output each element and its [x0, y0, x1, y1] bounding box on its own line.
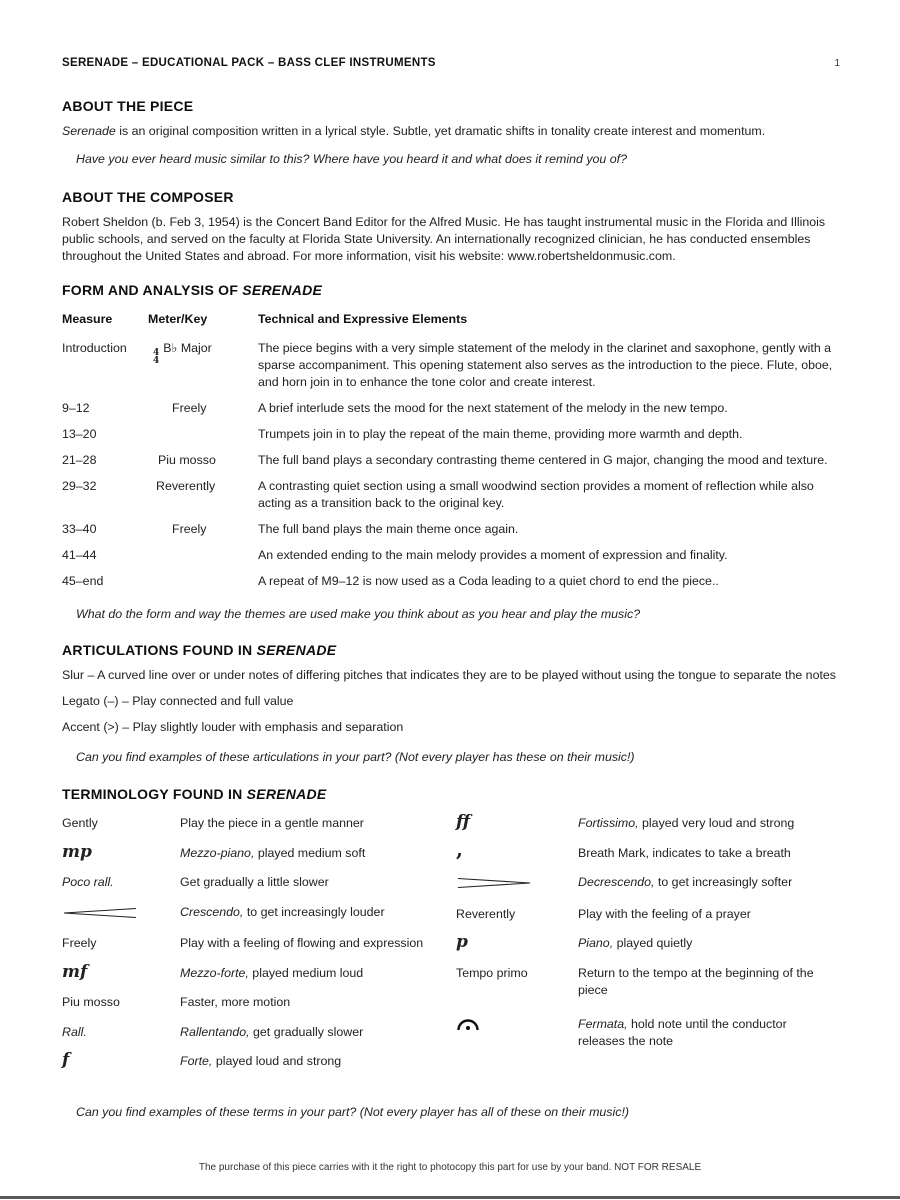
term-label: Poco rall.	[62, 875, 114, 889]
table-cell-meter: Reverently	[156, 479, 216, 493]
table-cell-measure: Introduction	[62, 341, 127, 355]
timesig-top: 4	[153, 348, 160, 358]
column-header-elements: Technical and Expressive Elements	[258, 312, 468, 326]
terminology-left-column	[62, 815, 456, 1083]
term-definition	[578, 935, 692, 952]
term-row	[62, 1050, 456, 1071]
terminology-question: Can you find examples of these terms in your part? (Not every player has all of these on their music!)	[76, 1104, 630, 1119]
term-definition	[180, 874, 329, 891]
term-row	[456, 1016, 840, 1050]
term-def-lead: Fermata,	[578, 1016, 628, 1031]
table-cell-text: The full band plays a secondary contrasting theme centered in G major, changing the mood and texture.	[258, 453, 828, 467]
term-def-lead: Fortissimo,	[578, 816, 639, 830]
heading-about-piece: ABOUT THE PIECE	[62, 98, 194, 114]
table-cell-meter	[148, 426, 258, 443]
term-def-rest: Return to the tempo at the beginning of the piece	[578, 965, 814, 997]
term-definition	[180, 965, 363, 982]
term-label: Piu mosso	[62, 995, 120, 1009]
term-definition	[180, 1024, 363, 1041]
terminology-right-column	[456, 812, 840, 1083]
fermata-icon	[456, 1016, 578, 1037]
term-def-rest: to get increasingly softer	[654, 875, 793, 889]
document-title: SERENADE – EDUCATIONAL PACK – BASS CLEF INSTRUMENTS	[62, 57, 436, 69]
term-row	[62, 841, 456, 863]
term-label: Rall.	[62, 1024, 87, 1039]
term-row	[62, 874, 456, 892]
table-cell-text: Trumpets join in to play the repeat of the main theme, providing more warmth and depth.	[258, 427, 743, 441]
term-definition	[578, 965, 828, 999]
table-cell-meter: Freely	[172, 401, 207, 415]
heading-form-prefix: FORM AND ANALYSIS OF	[62, 282, 243, 298]
piece-title-italic: Serenade	[62, 124, 116, 138]
dynamic-ff-icon: ff	[456, 812, 471, 832]
page-content	[62, 0, 840, 1121]
term-def-lead: Crescendo,	[180, 904, 244, 919]
term-definition	[578, 815, 794, 832]
term-def-lead: Mezzo-piano,	[180, 845, 255, 860]
term-row	[62, 961, 456, 983]
term-row	[62, 815, 456, 833]
heading-about-composer: ABOUT THE COMPOSER	[62, 189, 234, 205]
term-def-rest: Play with a feeling of flowing and expression	[180, 936, 424, 950]
term-def-rest: played medium soft	[254, 845, 366, 860]
about-piece-paragraph	[62, 123, 840, 140]
document-header	[62, 57, 840, 69]
form-analysis-table	[62, 311, 840, 590]
dynamic-f-icon: f	[62, 1050, 70, 1070]
term-label: Reverently	[456, 906, 516, 921]
heading-term-prefix: TERMINOLOGY FOUND IN	[62, 786, 247, 802]
table-cell-measure: 45–end	[62, 574, 104, 588]
table-cell-meter: Freely	[172, 522, 207, 536]
dynamic-mp-icon: mp	[62, 841, 92, 862]
term-definition	[180, 935, 423, 952]
table-cell-text: An extended ending to the main melody provides a moment of expression and finality.	[258, 548, 728, 562]
key-label: B♭ Major	[163, 341, 212, 355]
term-definition	[578, 874, 792, 891]
term-def-lead: Piano,	[578, 936, 614, 950]
term-definition	[578, 845, 791, 862]
articulation-item-legato: Legato (–) – Play connected and full value	[62, 694, 294, 708]
term-def-lead: Forte,	[180, 1054, 213, 1068]
heading-form-italic: SERENADE	[242, 282, 323, 298]
about-piece-text: is an original composition written in a lyrical style. Subtle, yet dramatic shifts in tonality create interest and momentum.	[115, 124, 766, 138]
term-def-rest: hold note until the conductor releases the note	[578, 1016, 787, 1048]
dynamic-mf-icon: mf	[62, 961, 88, 982]
term-definition	[180, 1053, 341, 1070]
term-row	[62, 904, 456, 924]
heading-form-analysis	[62, 282, 840, 298]
term-def-rest: Breath Mark, indicates to take a breath	[578, 845, 791, 860]
term-row	[456, 932, 840, 953]
term-def-rest: played loud and strong	[212, 1054, 342, 1068]
term-definition	[180, 815, 364, 832]
term-row	[456, 874, 840, 894]
table-cell-measure: 33–40	[62, 522, 97, 536]
heading-artic-italic: SERENADE	[256, 642, 337, 658]
table-cell-measure: 21–28	[62, 453, 97, 467]
articulations-question: Can you find examples of these articulations in your part? (Not every player has these on their music!)	[76, 750, 635, 764]
term-def-rest: Play with the feeling of a prayer	[578, 906, 751, 921]
table-cell-measure: 29–32	[62, 479, 97, 493]
dynamic-p-icon: p	[456, 932, 468, 952]
term-row	[62, 935, 456, 953]
table-cell-text: A repeat of M9–12 is now used as a Coda leading to a quiet chord to end the piece..	[258, 574, 719, 588]
table-cell-text: A contrasting quiet section using a small woodwind section provides a moment of reflection while also acting as a transition back to the original key.	[258, 479, 814, 510]
articulation-item-slur: Slur – A curved line over or under notes of differing pitches that indicates they are to be played without using the tongue to separate the notes	[62, 668, 836, 682]
term-def-rest: get gradually slower	[249, 1024, 364, 1039]
term-label: Freely	[62, 936, 97, 950]
term-def-lead: Mezzo-forte,	[180, 965, 249, 980]
term-definition	[180, 904, 385, 921]
term-def-rest: Get gradually a little slower	[180, 875, 329, 889]
term-def-rest: played quietly	[613, 936, 693, 950]
heading-terminology	[62, 786, 840, 802]
timesig-bottom: 4	[153, 355, 160, 366]
form-analysis-question: What do the form and way the themes are used make you think about as you hear and play the music?	[76, 607, 641, 621]
terminology-table	[62, 812, 840, 1083]
about-piece-question: Have you ever heard music similar to this? Where have you heard it and what does it remind you of?	[76, 152, 627, 166]
table-cell-meter	[148, 547, 258, 564]
column-header-measure: Measure	[62, 312, 113, 326]
term-definition	[578, 1016, 828, 1050]
term-row	[62, 994, 456, 1012]
table-cell-meter	[148, 573, 258, 590]
term-definition	[578, 906, 751, 923]
table-cell-text: The full band plays the main theme once again.	[258, 522, 519, 536]
crescendo-hairpin-icon	[62, 904, 180, 924]
term-def-rest: Play the piece in a gentle manner	[180, 816, 364, 830]
about-composer-paragraph: Robert Sheldon (b. Feb 3, 1954) is the Concert Band Editor for the Alfred Music. He has taught instrumental music in the Florida and Illinois public schools, and served on the faculty at Florida State University. An internationally recognized clinician, he has conducted ensembles throughout the United States and abroad. For more information, visit his website: www.robertsheldonmusic.com.	[62, 215, 826, 263]
table-cell-meter	[148, 340, 258, 391]
term-label: Gently	[62, 816, 98, 830]
articulation-item-accent: Accent (>) – Play slightly louder with emphasis and separation	[62, 720, 404, 734]
table-cell-measure: 9–12	[62, 401, 90, 415]
term-def-lead: Decrescendo,	[578, 875, 655, 889]
term-def-rest: played very loud and strong	[638, 816, 795, 830]
heading-term-italic: SERENADE	[246, 786, 327, 802]
table-cell-text: The piece begins with a very simple statement of the melody in the clarinet and saxophone, gently with a sparse accompaniment. This opening statement also serves as the introduction to the piece. Flute, oboe, and horn join in to enhance the tone color and create interest.	[258, 341, 833, 389]
term-row	[62, 1024, 456, 1042]
term-def-rest: Faster, more motion	[180, 995, 291, 1009]
heading-artic-prefix: ARTICULATIONS FOUND IN	[62, 642, 257, 658]
term-definition	[180, 994, 290, 1011]
term-def-rest: to get increasingly louder	[243, 904, 385, 919]
term-definition	[180, 845, 365, 862]
table-cell-measure: 13–20	[62, 427, 97, 441]
footer-notice: The purchase of this piece carries with it the right to photocopy this part for use by your band. NOT FOR RESALE	[198, 1162, 702, 1173]
term-label: Tempo primo	[456, 965, 528, 980]
heading-articulations	[62, 642, 840, 658]
table-cell-meter: Piu mosso	[158, 453, 216, 467]
table-cell-measure: 41–44	[62, 548, 97, 562]
decrescendo-hairpin-icon	[456, 874, 578, 894]
term-def-lead: Rallentando,	[180, 1024, 250, 1039]
time-signature-icon	[153, 350, 159, 365]
page-bottom-rule	[0, 1196, 900, 1199]
term-row	[456, 836, 840, 863]
column-header-meter-key: Meter/Key	[148, 312, 208, 326]
term-row	[456, 812, 840, 833]
table-cell-text: A brief interlude sets the mood for the next statement of the melody in the new tempo.	[258, 401, 728, 415]
term-def-rest: played medium loud	[248, 965, 364, 980]
term-row	[456, 906, 840, 924]
breath-mark-icon: ,	[456, 836, 463, 861]
term-row	[456, 965, 840, 999]
page-number: 1	[834, 58, 840, 69]
